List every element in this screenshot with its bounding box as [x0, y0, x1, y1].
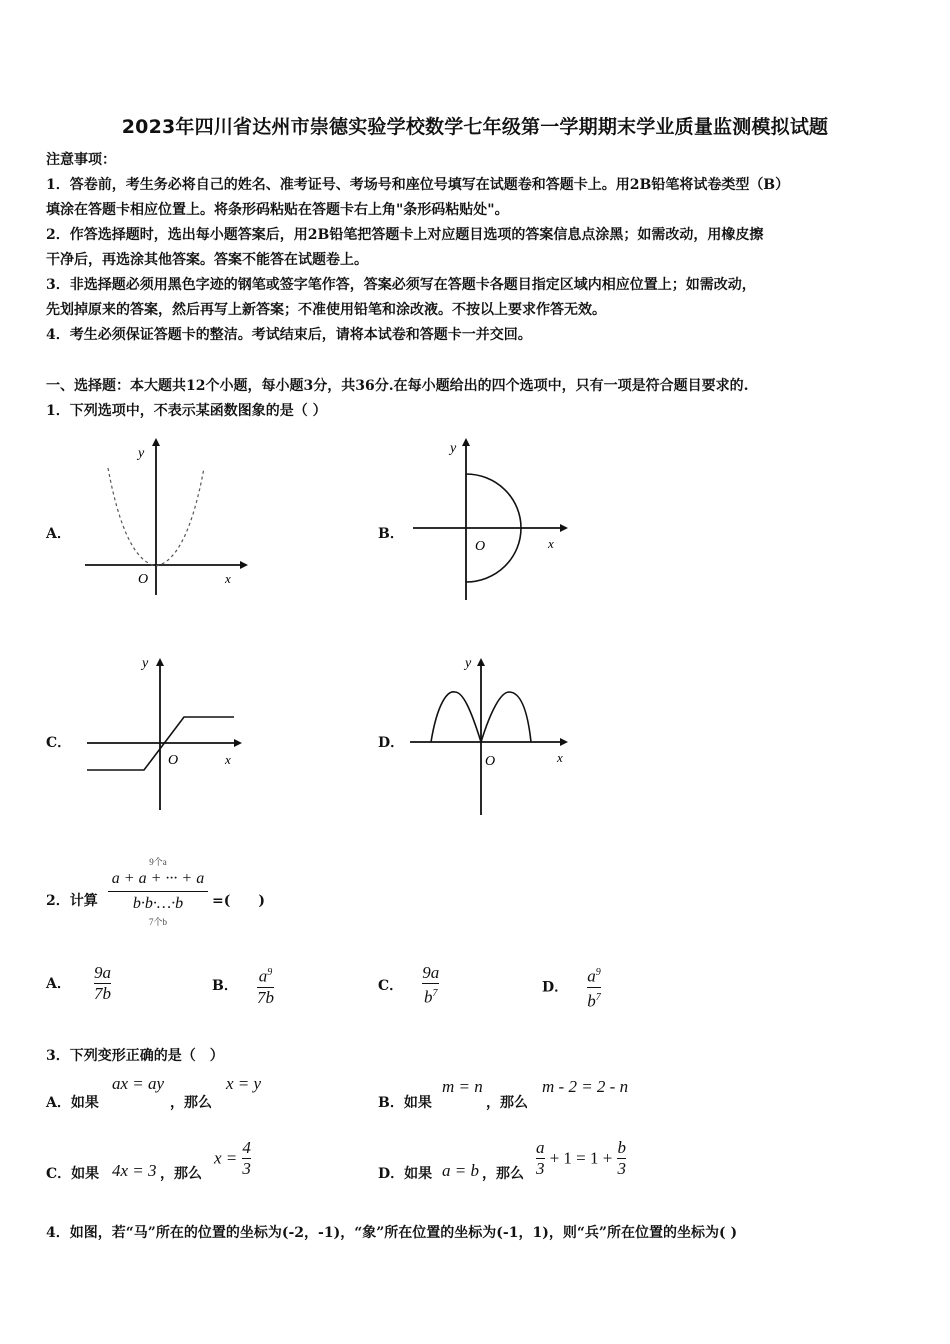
q3-b-mid: ，那么	[486, 1095, 528, 1111]
q1-graph-c	[82, 650, 252, 815]
q3-c-cond: 4x = 3	[112, 1161, 157, 1180]
notice-heading: 注意事项：	[46, 152, 116, 168]
q3-stem: 3．下列变形正确的是（ ）	[46, 1048, 224, 1064]
notice-line-1a: 1．答卷前，考生务必将自己的姓名、准考证号、考场号和座位号填写在试题卷和答题卡上。用2B铅笔将试卷类型（B）	[46, 177, 790, 193]
axis-y-d: y	[465, 656, 472, 671]
q3-b-res: m - 2 = 2 - n	[542, 1077, 629, 1096]
axis-y-a: y	[138, 446, 145, 461]
notice-block	[46, 148, 906, 348]
q3-c-mid: ，那么	[160, 1166, 202, 1182]
q3-d-label: D．如果	[378, 1166, 433, 1182]
q2-option-d: D． $\frac{a^9}{b^7}$	[542, 966, 601, 1011]
q2-tail: =( )	[212, 893, 265, 909]
axis-x-b: x	[548, 536, 554, 551]
q1-graph-d	[405, 650, 585, 820]
q3-b-label: B．如果	[378, 1095, 432, 1111]
page-title: 2023年四川省达州市崇德实验学校数学七年级第一学期期末学业质量监测模拟试题	[121, 116, 829, 138]
q3-b-cond: m = n	[442, 1077, 483, 1096]
q2-expression	[108, 855, 208, 928]
notice-line-4: 4．考生必须保证答题卡的整洁。考试结束后，请将本试卷和答题卡一并交回。	[46, 327, 532, 343]
axis-x-a: x	[225, 571, 231, 586]
axis-x-c: x	[225, 752, 231, 767]
notice-line-3b: 先划掉原来的答案，然后再写上新答案；不准使用铅笔和涂改液。不按以上要求作答无效。	[46, 302, 606, 318]
q2-stem: 2．计算	[46, 893, 98, 909]
notice-line-1b: 填涂在答题卡相应位置上。将条形码粘贴在答题卡右上角"条形码粘贴处"。	[46, 202, 509, 218]
q3-a-cond: ax = ay	[112, 1074, 165, 1093]
q4-stem: 4．如图，若“马”所在的位置的坐标为(-2，-1)，“象”所在位置的坐标为(-1，1)，则“兵”所在位置的坐标为( )	[46, 1225, 738, 1241]
q2-numerator: a + a + ··· + a	[111, 870, 205, 887]
q1-label-a: A．	[46, 526, 71, 542]
section-heading: 一、选择题：本大题共12个小题，每小题3分，共36分.在每小题给出的四个选项中，只有一项是符合题目要求的.	[46, 378, 749, 394]
axis-y-b: y	[450, 441, 457, 456]
q1-label-c: C．	[46, 735, 72, 751]
q3-c-res: x = $\frac{4}{3}$	[214, 1138, 251, 1178]
q1-stem: 1．下列选项中，不表示某函数图象的是（ ）	[46, 403, 327, 419]
origin-c: O	[168, 753, 179, 768]
q2-overbrace: 9个a	[149, 857, 167, 867]
q3-a-mid: ，那么	[170, 1095, 212, 1111]
origin-b: O	[475, 539, 486, 554]
q1-graph-a	[80, 430, 250, 600]
q3-a-label: A．如果	[46, 1095, 99, 1111]
q1-label-b: B．	[378, 526, 404, 542]
q1-label-d: D．	[378, 735, 405, 751]
q2-option-c: C． $\frac{9a}{b^7}$	[378, 963, 440, 1007]
q2-underbrace: 7个b	[148, 917, 167, 927]
q3-d-res: $\frac{a}{3}$ + 1 = 1 + $\frac{b}{3}$	[536, 1138, 626, 1178]
q3-a-res: x = y	[226, 1074, 262, 1093]
axis-y-c: y	[142, 656, 149, 671]
axis-x-d: x	[557, 750, 563, 765]
origin-d: O	[485, 754, 496, 769]
q2-denominator: b·b·…·b	[132, 895, 184, 912]
notice-line-2a: 2．作答选择题时，选出每小题答案后，用2B铅笔把答题卡上对应题目选项的答案信息点涂黑；如需改动，用橡皮擦	[46, 227, 764, 243]
q3-d-mid: ，那么	[482, 1166, 524, 1182]
q2-option-b: B． $\frac{a^9}{7b}$	[212, 966, 274, 1007]
q3-d-cond: a = b	[442, 1161, 479, 1180]
notice-line-3a: 3．非选择题必须用黑色字迹的钢笔或签字笔作答，答案必须写在答题卡各题目指定区域内相应位置上；如需改动，	[46, 277, 756, 293]
q1-graph-b	[405, 430, 580, 605]
q2-option-a: A． $\frac{9a}{7b}$	[46, 963, 111, 1003]
q3-c-label: C．如果	[46, 1166, 100, 1182]
notice-line-2b: 干净后，再选涂其他答案。答案不能答在试题卷上。	[46, 252, 368, 268]
origin-a: O	[138, 572, 149, 587]
